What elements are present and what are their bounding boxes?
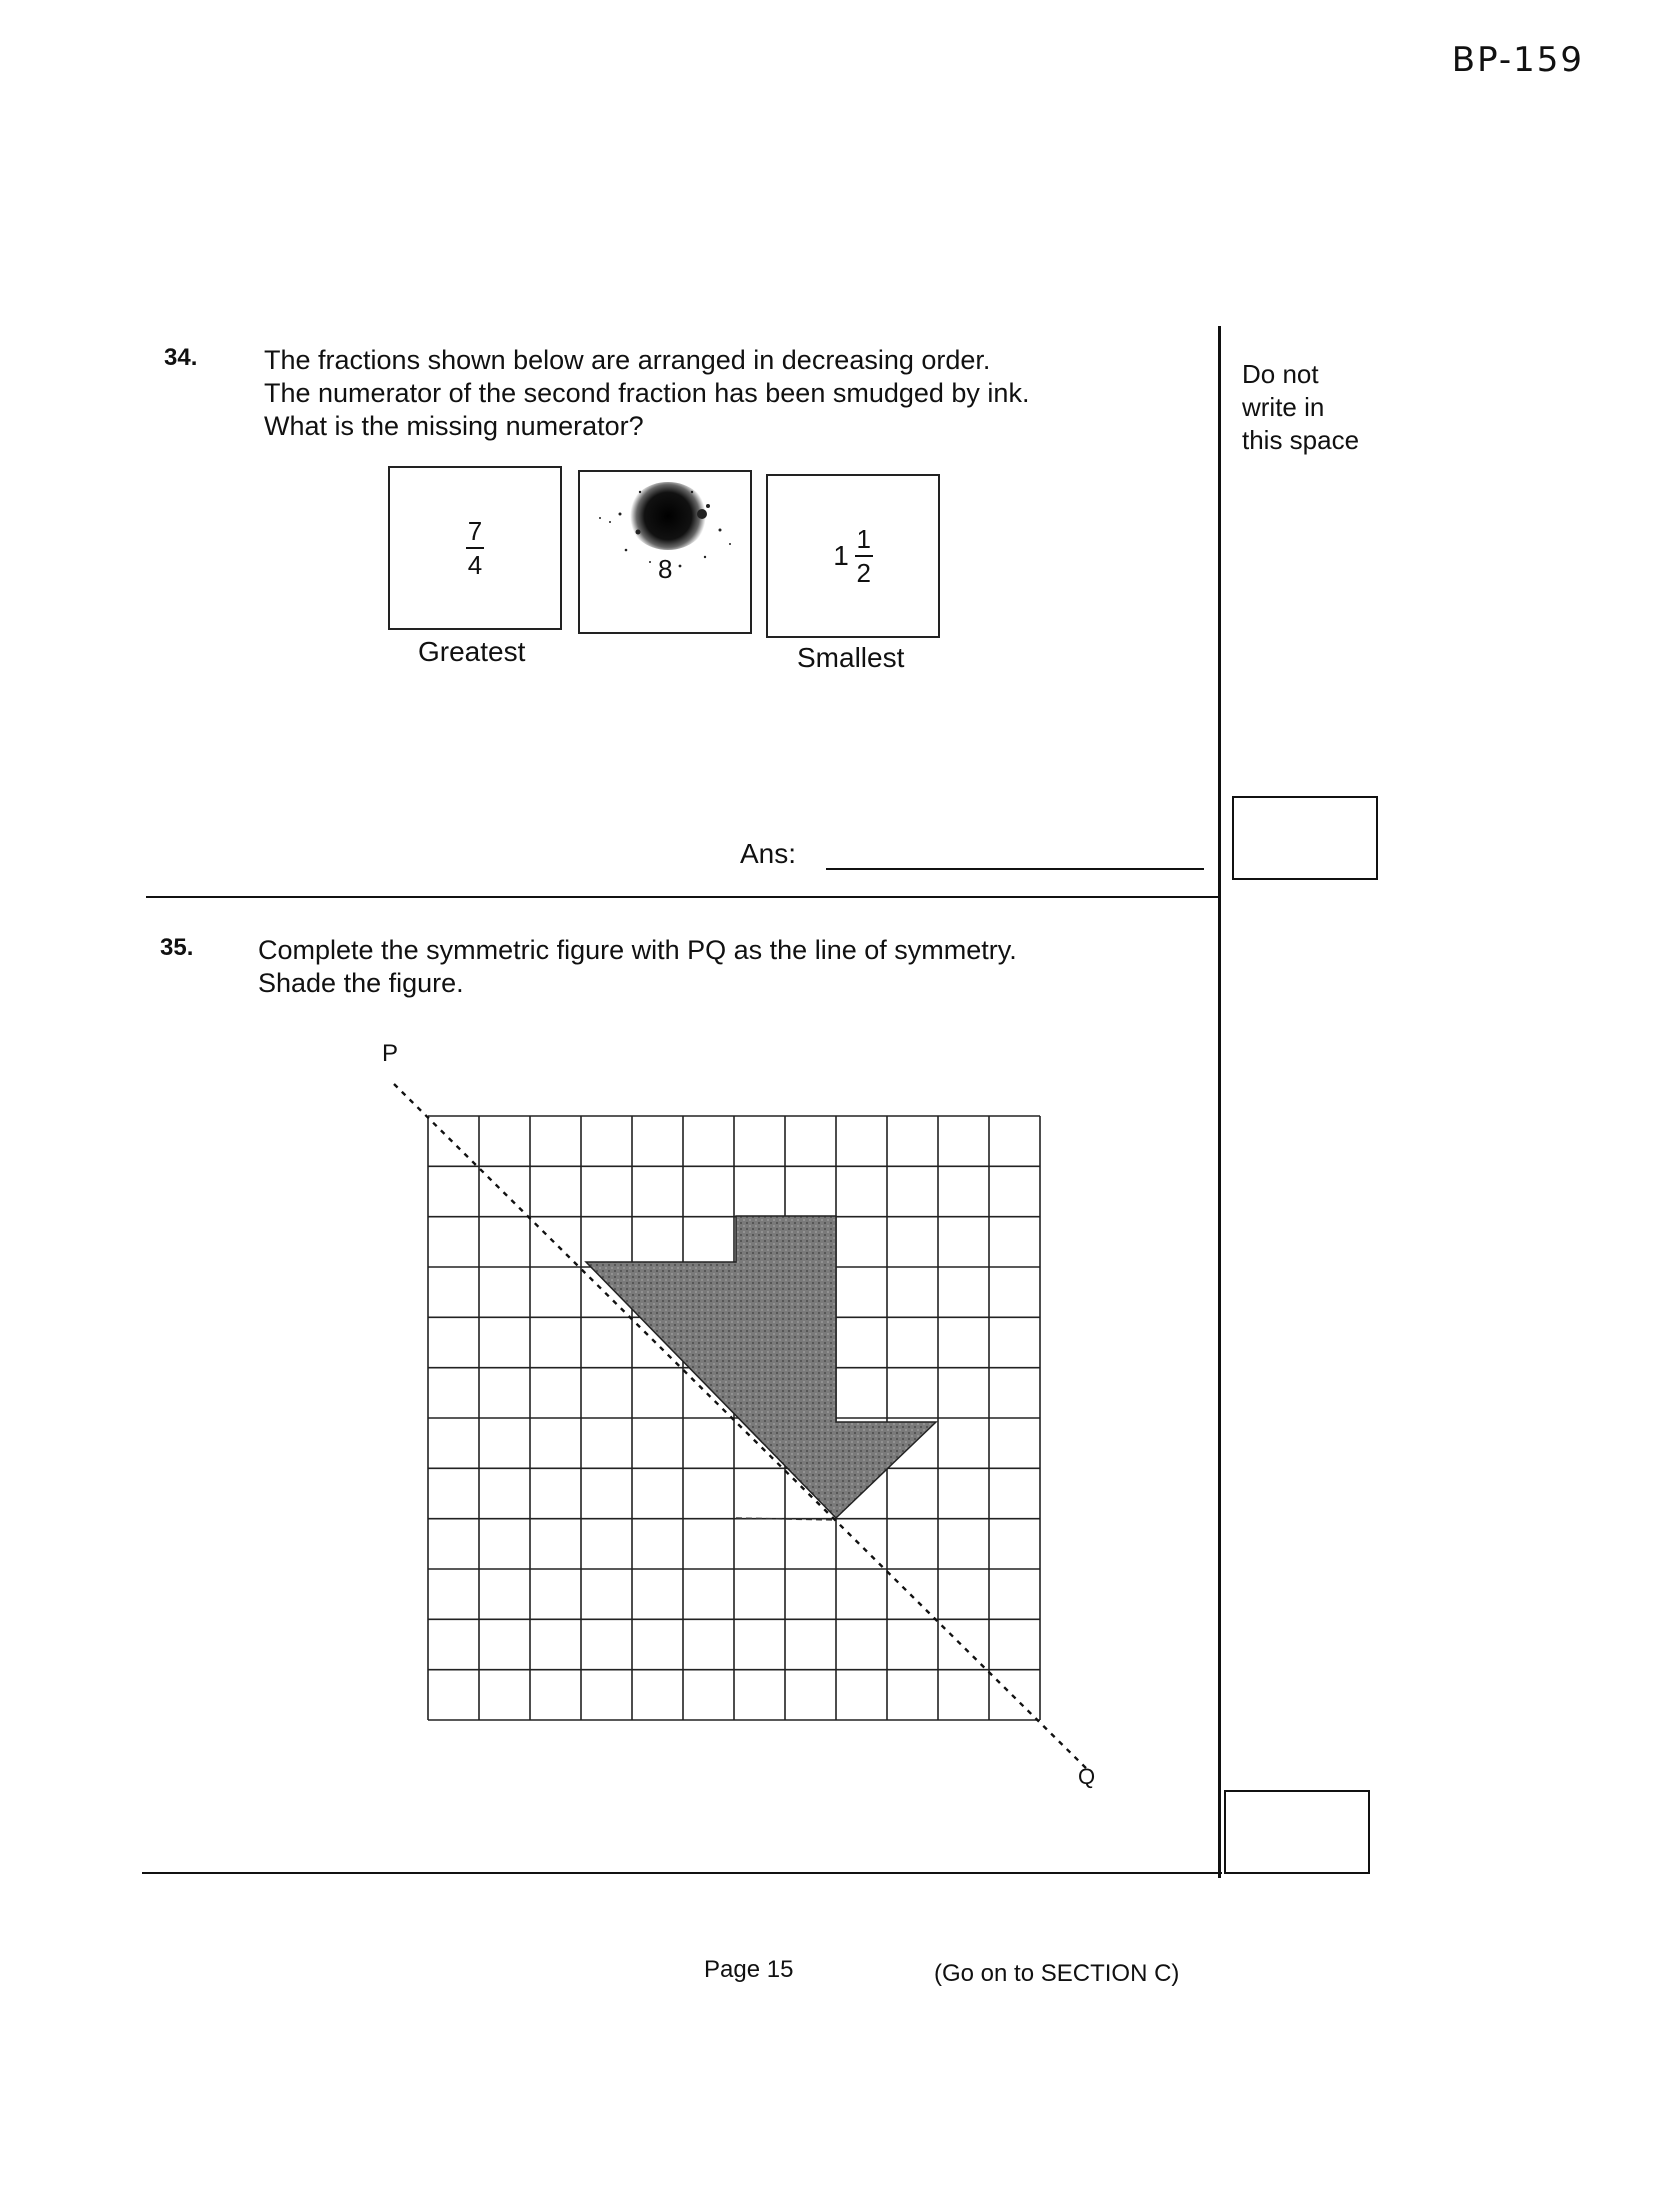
- page-number: Page 15: [704, 1956, 794, 1983]
- label-q: Q: [1078, 1764, 1096, 1789]
- label-p: P: [382, 1040, 399, 1067]
- answer-line-q34[interactable]: [826, 868, 1204, 870]
- score-box-q35[interactable]: [1224, 1790, 1370, 1874]
- fraction-7-4: [466, 517, 484, 579]
- fraction-box-1: [388, 466, 562, 630]
- bottom-divider: [142, 1872, 1222, 1874]
- answer-label: Ans:: [740, 838, 797, 869]
- fraction-3-denominator: 2: [856, 558, 872, 588]
- paper-code: BP-159: [1451, 40, 1584, 80]
- label-greatest: Greatest: [418, 636, 526, 667]
- grid-lines: [428, 1116, 1040, 1720]
- question-35-text: Complete the symmetric figure with PQ as the line of symmetry. Shade the figure.: [258, 935, 1017, 998]
- fraction-box-3: [766, 474, 940, 638]
- fraction-3: [855, 525, 873, 587]
- fraction-box-2: [578, 470, 752, 634]
- fraction-1-numerator: 7: [467, 516, 483, 546]
- label-smallest: Smallest: [797, 642, 905, 673]
- score-box-q34[interactable]: [1232, 796, 1378, 880]
- mixed-number: [833, 525, 873, 587]
- fraction-1-bar: [466, 547, 484, 549]
- fraction-3-whole: 1: [833, 540, 849, 571]
- fraction-3-numerator: 1: [856, 524, 872, 554]
- next-section-note: (Go on to SECTION C): [934, 1960, 1180, 1987]
- question-35-number: 35.: [160, 934, 194, 961]
- fraction-3-bar: [855, 555, 873, 557]
- margin-note: Do not write in this space: [1242, 359, 1360, 455]
- symmetry-grid[interactable]: [380, 1060, 1100, 1770]
- section-divider: [146, 896, 1220, 898]
- question-34-number: 34.: [164, 344, 198, 371]
- ink-specks-icon: [580, 472, 750, 632]
- smudge-specks: [580, 472, 750, 632]
- margin-divider: [1218, 326, 1221, 1878]
- fraction-2-denominator: 8: [658, 554, 673, 584]
- question-34-text: The fractions shown below are arranged in decreasing order. The numerator of the second fraction has been smudged by ink. What is the missing numerator?: [264, 345, 1030, 441]
- fraction-1-denominator: 4: [467, 550, 483, 580]
